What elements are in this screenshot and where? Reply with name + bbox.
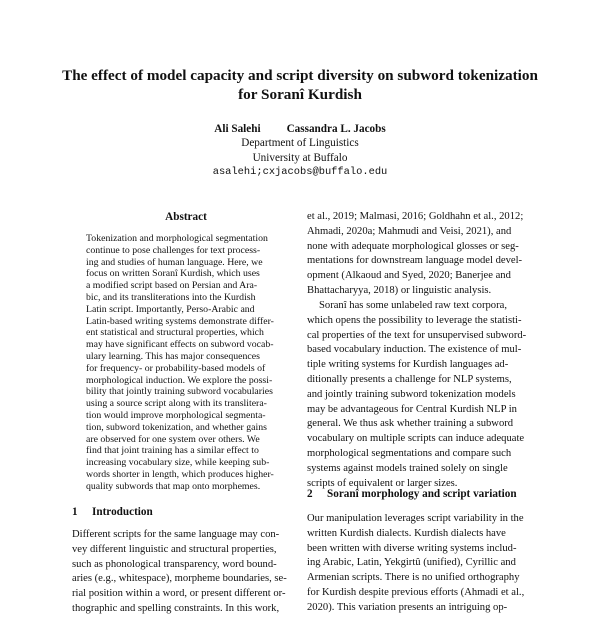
section-title: Introduction <box>92 506 153 518</box>
section-number: 2 <box>307 488 313 500</box>
title-line: The effect of model capacity and script diversity on subword tokenization <box>62 67 538 84</box>
body-line: based vocabulary induction. The existence of mul- <box>307 344 522 356</box>
body-line: ing Arabic, Latin, Yekgirtû (unified), Cyrillic and <box>307 557 516 569</box>
abstract-line: ing and studies of human language. Here, we <box>86 256 263 268</box>
body-line: systems against models trained solely on single <box>307 462 508 474</box>
abstract-line: Latin script. Importantly, Perso-Arabic and <box>86 303 255 315</box>
body-line: mentations for downstream language model devel- <box>307 255 523 267</box>
author-name: Cassandra L. Jacobs <box>286 123 386 135</box>
introduction-body <box>72 528 304 617</box>
title-line: for Soranî Kurdish <box>238 86 362 103</box>
section-heading-introduction <box>72 506 153 518</box>
abstract-line: bic, and its transliterations into the Kurdish <box>86 291 256 303</box>
body-line: Bhattacharyya, 2018) or linguistic analysis. <box>307 284 492 296</box>
abstract-line: are observed for one system over others. We <box>86 433 260 445</box>
abstract-line: tion, subword tokenization, and whether gains <box>86 421 267 433</box>
abstract-line: a modified script based on Persian and Ara- <box>86 280 258 292</box>
abstract-line: find that joint training has a similar effect to <box>86 445 259 457</box>
abstract-body <box>86 233 304 493</box>
abstract-line: may have significant effects on subword vocab- <box>86 339 274 351</box>
abstract-line: ent statistical and structural properties, which <box>86 327 264 339</box>
body-line: thographic and spelling constraints. In this work, <box>72 602 280 614</box>
section-2-body <box>307 512 535 616</box>
body-line: aries (e.g., whitespace), morpheme boundaries, se- <box>72 573 287 585</box>
abstract-line: for frequency- or probability-based models of <box>86 362 266 374</box>
abstract-line: bility that jointly training subword vocabularies <box>86 386 273 398</box>
body-line: cal properties of the text for unsupervised subword- <box>307 329 527 341</box>
paper-title <box>40 66 560 104</box>
right-column-paragraph-1 <box>307 210 535 299</box>
body-line: vocabulary on multiple scripts can induce adequate <box>307 433 525 445</box>
body-line: rial position within a word, or present different or- <box>72 588 286 600</box>
body-line: and jointly training subword tokenization models <box>307 388 516 400</box>
author-names <box>0 122 600 136</box>
abstract-line: morphological induction. We explore the possi- <box>86 374 273 386</box>
body-line: ditionally presents a challenge for NLP systems, <box>307 373 512 385</box>
abstract-line: words shorter in length, which produces higher- <box>86 468 274 480</box>
body-line: which opens the possibility to leverage the statisti- <box>307 314 522 326</box>
abstract-heading: Abstract <box>165 211 207 223</box>
section-heading-script-variation <box>307 488 517 500</box>
body-line: Different scripts for the same language may con- <box>72 529 280 540</box>
abstract-line: using a source script along with its translitera- <box>86 398 267 410</box>
body-line: been written with diverse writing systems includ- <box>307 542 517 554</box>
body-line: none with adequate morphological glosses or seg- <box>307 240 519 252</box>
right-column-paragraph-2 <box>307 299 535 491</box>
abstract-line: continue to pose challenges for text process- <box>86 244 261 256</box>
abstract-line: Latin-based writing systems demonstrate differ- <box>86 315 274 327</box>
body-line: vey different linguistic and structural properties, <box>72 543 277 555</box>
body-line: such as phonological transparency, word bound- <box>72 558 277 570</box>
body-line: for Kurdish despite previous efforts (Ahmadi et al., <box>307 586 525 598</box>
abstract-line: quality subwords that map onto morphemes. <box>86 480 261 492</box>
body-line: Soranî has some unlabeled raw text corpora, <box>319 300 507 311</box>
body-line: may be advantageous for Central Kurdish NLP in <box>307 403 517 415</box>
section-number: 1 <box>72 506 78 518</box>
abstract-line: ulary learning. This has major consequences <box>86 350 260 362</box>
body-line: Armenian scripts. There is no unified orthography <box>307 572 520 584</box>
body-line: written Kurdish dialects. Kurdish dialects have <box>307 527 506 539</box>
body-line: morphological segmentations and compare such <box>307 447 512 459</box>
abstract-line: focus on written Soranî Kurdish, which uses <box>86 268 260 280</box>
author-name: Ali Salehi <box>214 123 261 135</box>
body-line: et al., 2019; Malmasi, 2016; Goldhahn et al., 2012; <box>307 211 524 222</box>
body-line: Our manipulation leverages script variability in the <box>307 513 524 524</box>
affiliation-line: Department of Linguistics <box>241 137 359 150</box>
body-line: opment (Alkaoud and Syed, 2020; Banerjee and <box>307 270 511 282</box>
abstract-line: tion would improve morphological segmenta- <box>86 409 266 421</box>
author-email: asalehi;cxjacobs@buffalo.edu <box>212 166 388 179</box>
section-title: Soranî morphology and script variation <box>327 488 517 500</box>
body-line: Ahmadi, 2020a; Mahmudi and Veisi, 2021), and <box>307 225 512 237</box>
affiliation-line: University at Buffalo <box>252 151 348 164</box>
body-line: 2020). This variation presents an intriguing op- <box>307 601 508 613</box>
body-line: scripts of equivalent or larger sizes. <box>307 477 458 489</box>
body-line: general. We thus ask whether training a subword <box>307 418 514 430</box>
abstract-line: Tokenization and morphological segmentation <box>86 233 268 244</box>
body-line: tiple writing systems for Kurdish languages ad- <box>307 359 509 371</box>
abstract-line: increasing vocabulary size, while keeping sub- <box>86 457 270 469</box>
author-block <box>0 122 600 180</box>
